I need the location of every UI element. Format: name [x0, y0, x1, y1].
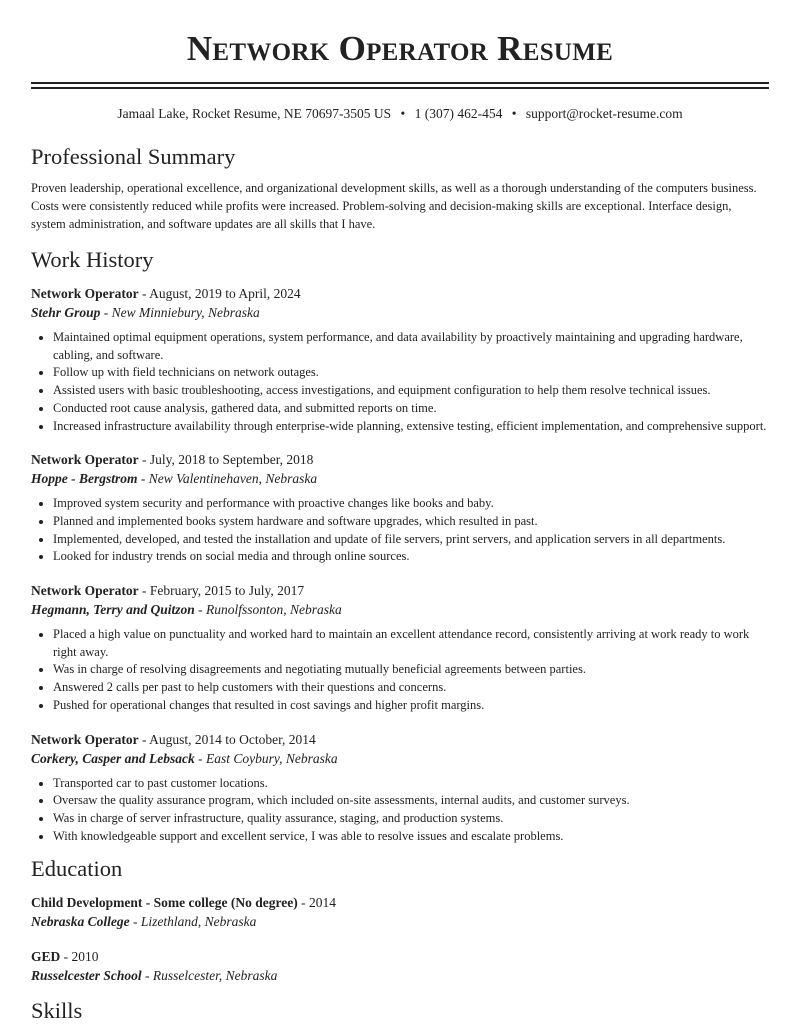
education-degree: GED: [31, 949, 61, 965]
job-bullets: [31, 329, 769, 435]
job-title-line: [31, 581, 769, 600]
education-degree-line: [31, 947, 769, 966]
contact-separator: •: [400, 106, 406, 121]
work-history-heading: Work History: [31, 247, 154, 272]
education-entry: [31, 947, 769, 985]
job-employer: Hegmann, Terry and Quitzon: [31, 602, 195, 618]
job-entry: [31, 450, 769, 566]
job-bullet: • Maintained optimal equipment operations, system performance, and data availability by proactively maintaining and upgrading hardware, cabling, and software.: [53, 329, 769, 364]
education-degree: Child Development - Some college (No degree): [31, 895, 298, 911]
education-location: - Lizethland, Nebraska: [129, 914, 257, 930]
contact-address: Jamaal Lake, Rocket Resume, NE 70697-3505 US: [117, 106, 392, 121]
job-bullet: • Transported car to past customer locations.: [53, 775, 769, 793]
job-bullet: • Conducted root cause analysis, gathered data, and submitted reports on time.: [53, 400, 769, 418]
job-employer-line: [31, 749, 769, 768]
education-location: - Russelcester, Nebraska: [141, 968, 278, 984]
job-bullet: • Follow up with field technicians on network outages.: [53, 364, 769, 382]
job-dates: - July, 2018 to September, 2018: [138, 452, 314, 468]
job-title: Network Operator: [31, 452, 139, 468]
job-dates: - August, 2014 to October, 2014: [138, 731, 316, 747]
job-entry: [31, 730, 769, 846]
job-location: - New Minniebury, Nebraska: [100, 305, 260, 320]
education-degree-line: [31, 893, 769, 912]
job-bullet: • With knowledgeable support and excellent service, I was able to resolve issues and escalate problems.: [53, 828, 769, 846]
contact-separator: •: [511, 106, 517, 121]
contact-line: [31, 105, 769, 123]
job-location: - Runolfssonton, Nebraska: [194, 602, 342, 618]
title-divider: [31, 82, 769, 89]
job-dates: - August, 2019 to April, 2024: [138, 286, 301, 301]
summary-text: Proven leadership, operational excellence, and organizational development skills, as well as a thorough understanding of the computers business. Costs were consistently reduced while profits were increased. Problem-solving and decision-making skills are exceptional. Interface design, system administration, and software updates are all skills that I have.: [31, 181, 757, 231]
resume-page: [31, 0, 769, 1025]
job-location: - East Coybury, Nebraska: [194, 750, 338, 766]
job-employer-line: [31, 303, 769, 322]
job-employer-line: [31, 600, 769, 619]
job-employer: Stehr Group: [31, 305, 101, 320]
job-bullet: • Assisted users with basic troubleshooting, access investigations, and equipment configuration to help them resolve technical issues.: [53, 382, 769, 400]
job-bullet: • Looked for industry trends on social media and through online sources.: [53, 548, 769, 566]
job-employer: Hoppe - Bergstrom: [31, 471, 138, 487]
job-dates: - February, 2015 to July, 2017: [138, 583, 305, 599]
job-title-line: [31, 730, 769, 749]
job-bullets: [31, 775, 769, 846]
summary-heading: Professional Summary: [31, 144, 236, 169]
job-bullet: • Was in charge of resolving disagreements and negotiating mutually beneficial agreements between parties.: [53, 661, 769, 679]
job-bullets: [31, 626, 769, 715]
job-entry: [31, 284, 769, 435]
job-bullet: • Answered 2 calls per past to help customers with their questions and concerns.: [53, 679, 769, 697]
education-school: Nebraska College: [31, 914, 130, 930]
job-bullet: • Improved system security and performance with proactive changes like books and baby.: [53, 495, 769, 513]
job-bullet: • Planned and implemented books system hardware and software upgrades, which resulted in past.: [53, 513, 769, 531]
job-bullet: • Was in charge of server infrastructure, quality assurance, staging, and production systems.: [53, 810, 769, 828]
job-entry: [31, 581, 769, 715]
education-school-line: [31, 912, 769, 931]
education-year: - 2010: [60, 949, 99, 965]
job-location: - New Valentinehaven, Nebraska: [137, 471, 318, 487]
job-title: Network Operator: [31, 583, 139, 599]
job-title-line: [31, 284, 769, 303]
job-bullet: • Increased infrastructure availability through enterprise-wide planning, extensive testing, efficient implementation, and comprehensive support.: [53, 418, 769, 436]
education-heading: Education: [31, 856, 123, 882]
contact-email[interactable]: support@rocket-resume.com: [525, 106, 683, 121]
resume-title: Network Operator Resume: [186, 29, 614, 68]
job-employer-line: [31, 469, 769, 488]
job-title: Network Operator: [31, 731, 139, 747]
job-bullet: • Pushed for operational changes that resulted in cost savings and higher profit margins.: [53, 697, 769, 715]
job-employer: Corkery, Casper and Lebsack: [31, 750, 195, 766]
job-title-line: [31, 450, 769, 469]
skills-heading: Skills: [31, 998, 83, 1024]
job-bullet: • Implemented, developed, and tested the installation and update of file servers, print servers, and application servers in all departments.: [53, 531, 769, 549]
education-school: Russelcester School: [31, 968, 142, 984]
job-bullet: • Oversaw the quality assurance program, which included on-site assessments, internal audits, and customer surveys.: [53, 792, 769, 810]
education-entry: [31, 893, 769, 931]
job-title: Network Operator: [31, 286, 139, 301]
job-bullet: • Placed a high value on punctuality and worked hard to maintain an excellent attendance record, consistently arriving at work ready to work right away.: [53, 626, 769, 661]
education-year: - 2014: [297, 895, 336, 911]
contact-phone: 1 (307) 462-454: [414, 106, 503, 121]
job-bullets: [31, 495, 769, 566]
education-school-line: [31, 966, 769, 985]
